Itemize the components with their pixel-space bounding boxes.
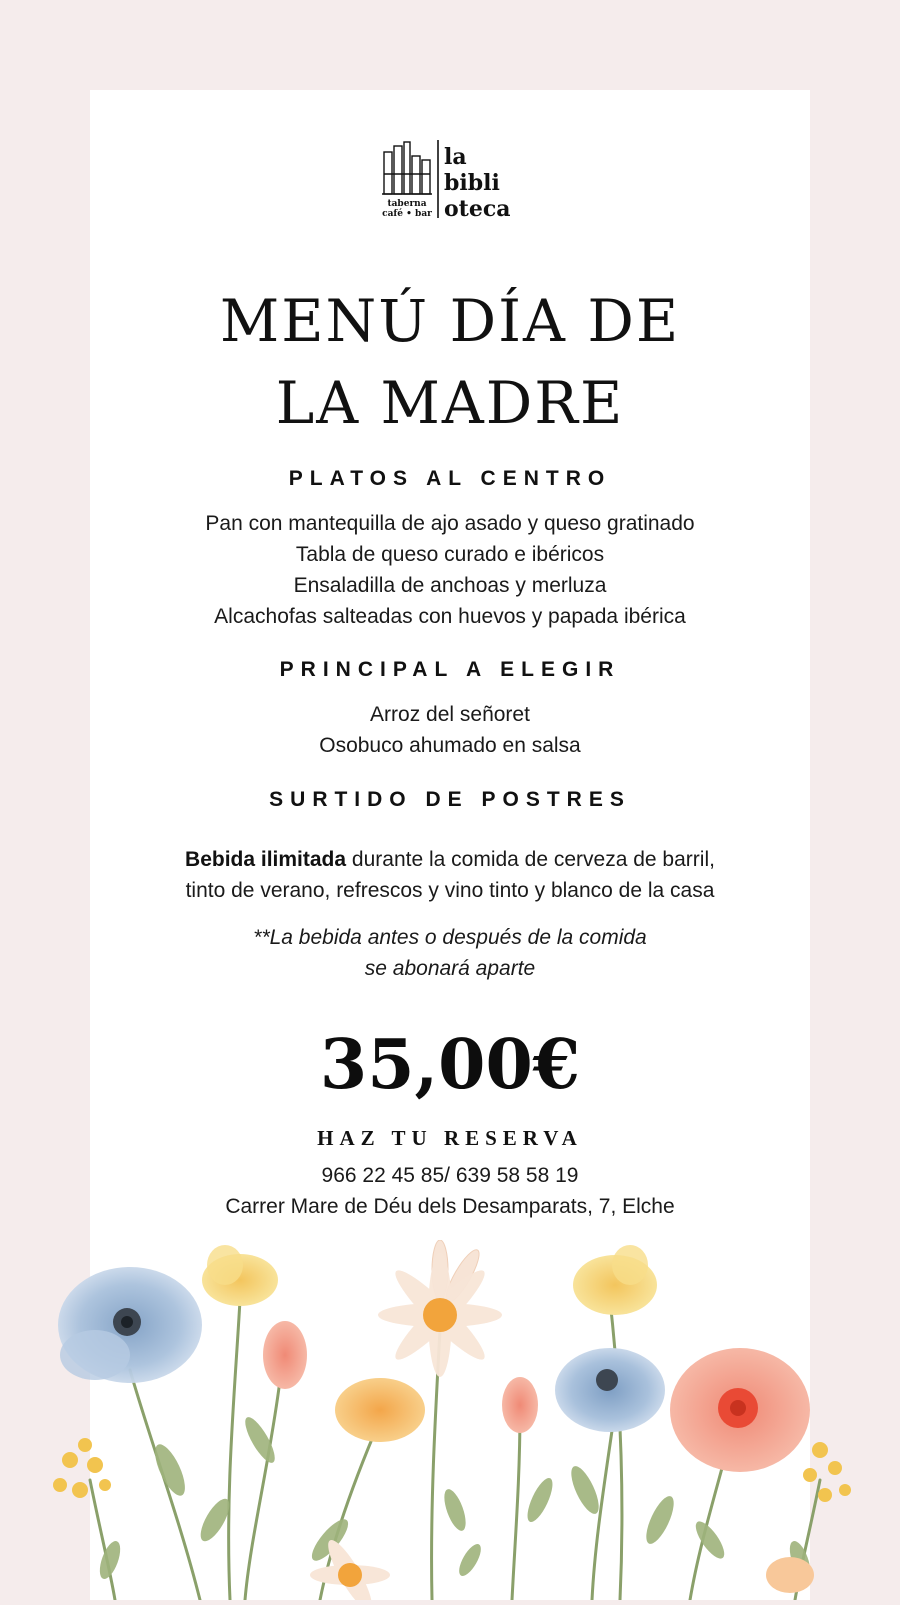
title-line-1: MENÚ DÍA DE [219, 287, 681, 355]
list-item: Osobuco ahumado en salsa [319, 734, 581, 757]
reservation-contact [0, 1160, 900, 1222]
logo-sub1: taberna [387, 199, 427, 209]
drinks-rest: durante la comida de cerveza de barril, [346, 848, 715, 871]
section-heading-principal: PRINCIPAL A ELEGIR [279, 658, 621, 681]
price: 35,00€ [319, 1025, 581, 1105]
address: Carrer Mare de Déu dels Desamparats, 7, Elche [225, 1195, 675, 1218]
list-item: Ensaladilla de anchoas y merluza [293, 574, 607, 597]
logo-line3: oteca [444, 196, 511, 220]
phone-numbers[interactable]: 966 22 45 85/ 639 58 58 19 [321, 1164, 579, 1187]
section-heading-platos: PLATOS AL CENTRO [288, 467, 612, 490]
drinks-note [0, 922, 900, 984]
section-heading-postres: SURTIDO DE POSTRES [269, 788, 631, 811]
platos-list [0, 508, 900, 632]
reservation-heading: HAZ TU RESERVA [317, 1126, 583, 1150]
note-line-1: **La bebida antes o después de la comida [253, 926, 647, 949]
logo-sub2: café • bar [382, 209, 432, 219]
watercolor-flowers-illustration [0, 1240, 900, 1600]
drinks-bold: Bebida ilimitada [185, 848, 347, 871]
logo-line1: la [444, 144, 467, 170]
list-item: Arroz del señoret [370, 703, 530, 726]
library-logo-icon [382, 138, 522, 220]
note-line-2: se abonará aparte [364, 957, 536, 980]
list-item: Pan con mantequilla de ajo asado y queso gratinado [205, 512, 695, 535]
list-item: Tabla de queso curado e ibéricos [295, 543, 605, 566]
drinks-info [0, 844, 900, 906]
list-item: Alcachofas salteadas con huevos y papada ibérica [214, 605, 686, 628]
logo-line2: bibli [444, 170, 500, 196]
principal-list [0, 699, 900, 761]
title-line-2: LA MADRE [275, 369, 625, 437]
page-title [0, 280, 900, 444]
drinks-line-2: tinto de verano, refrescos y vino tinto y blanco de la casa [185, 879, 715, 902]
